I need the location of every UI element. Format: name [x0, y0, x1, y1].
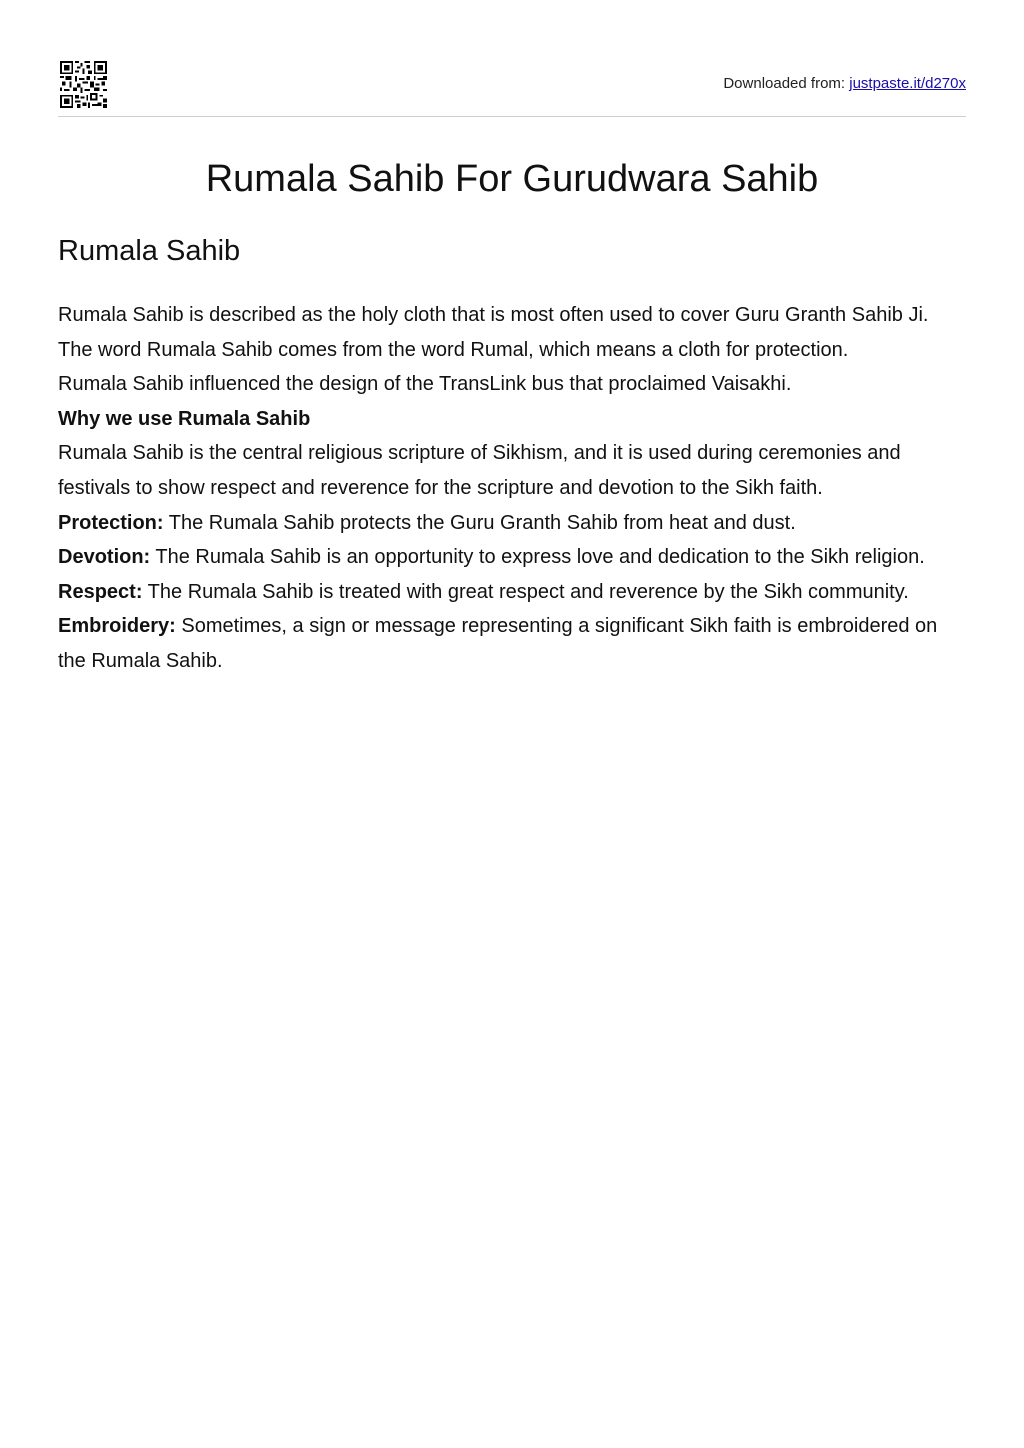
page-title: Rumala Sahib For Gurudwara Sahib — [205, 158, 819, 200]
embroidery-text: Sometimes, a sign or message representing a significant Sikh faith is embroidered on the Rumala Sahib. — [58, 615, 938, 672]
respect-label: Respect: — [58, 580, 143, 603]
devotion-label: Devotion: — [58, 546, 151, 569]
page-header — [58, 60, 966, 117]
translink-paragraph: Rumala Sahib influenced the design of the TransLink bus that proclaimed Vaisakhi. — [58, 373, 792, 396]
source-link[interactable]: justpaste.it/d270x — [849, 75, 966, 92]
downloaded-label: Downloaded from: — [723, 75, 846, 92]
why-paragraph: Rumala Sahib is the central religious scripture of Sikhism, and it is used during ceremonies and festivals to show respect and reverence for the scripture and devotion to the Sikh faith. — [58, 442, 901, 499]
protection-text: The Rumala Sahib protects the Guru Granth Sahib from heat and dust. — [163, 511, 796, 534]
embroidery-label: Embroidery: — [58, 615, 176, 638]
protection-label: Protection: — [58, 511, 164, 534]
devotion-text: The Rumala Sahib is an opportunity to express love and dedication to the Sikh religion. — [150, 546, 925, 569]
intro-paragraph: Rumala Sahib is described as the holy cloth that is most often used to cover Guru Granth Sahib Ji. The word Rumala Sahib comes from the word Rumal, which means a cloth for protection. — [58, 304, 929, 361]
why-heading — [58, 402, 968, 437]
qr-code-icon — [60, 61, 107, 108]
respect-paragraph — [58, 575, 968, 679]
respect-text: The Rumala Sahib is treated with great respect and reverence by the Sikh community. — [142, 580, 909, 603]
download-source — [723, 75, 966, 92]
why-heading-text: Why we use Rumala Sahib — [58, 407, 311, 430]
devotion-paragraph — [58, 540, 968, 575]
article-body — [58, 298, 968, 679]
section-heading: Rumala Sahib — [58, 235, 241, 267]
protection-paragraph — [58, 506, 968, 541]
